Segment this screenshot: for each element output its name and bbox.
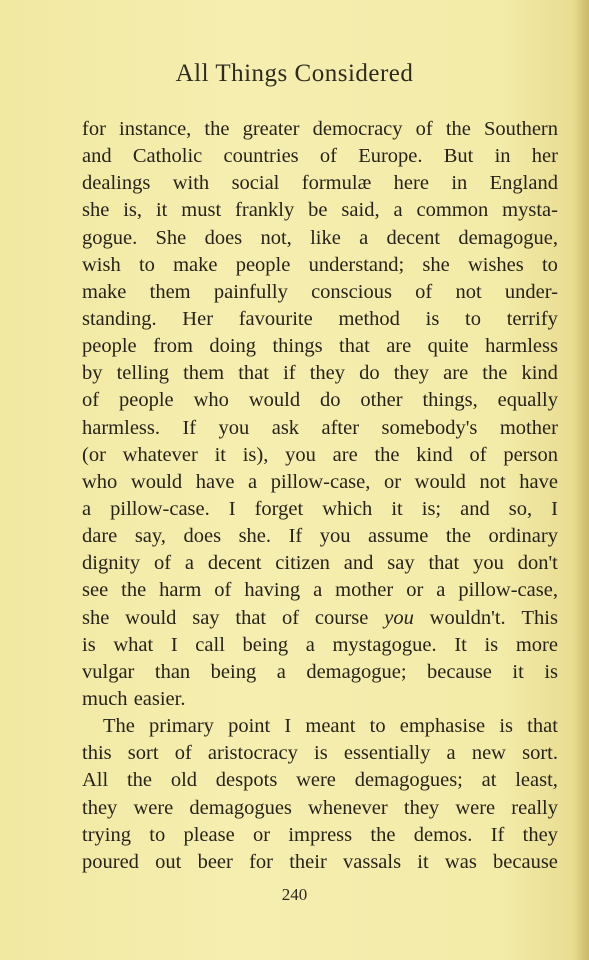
word: person <box>503 443 558 466</box>
word: would <box>130 470 183 493</box>
word: to <box>541 253 558 276</box>
word: that <box>339 335 370 358</box>
word: she <box>422 253 450 276</box>
word: do <box>319 389 341 412</box>
word: is; <box>421 497 442 520</box>
word: were <box>133 796 174 819</box>
word: the <box>482 362 508 385</box>
word: make <box>173 253 218 276</box>
text-line <box>82 822 558 849</box>
word: a <box>248 470 258 493</box>
word: demagogues <box>189 796 292 819</box>
word: who <box>193 389 229 412</box>
word: to <box>465 307 481 330</box>
word: it <box>417 850 429 873</box>
word: do <box>359 362 380 385</box>
word: that <box>428 552 460 575</box>
word: assume <box>368 525 429 548</box>
word: emphasise <box>399 715 486 738</box>
word: is, <box>123 199 143 222</box>
word: the <box>121 579 147 602</box>
word: wishes <box>467 253 524 276</box>
text-line <box>82 279 558 306</box>
word: social <box>231 172 280 195</box>
word: you <box>218 416 250 439</box>
word: would <box>414 470 466 493</box>
word: than <box>154 660 191 683</box>
word: despots <box>215 769 278 792</box>
word: be <box>308 199 328 222</box>
word: does <box>204 226 243 249</box>
word: because <box>493 850 558 873</box>
word: a <box>276 660 286 683</box>
word: decent <box>207 552 262 575</box>
word: things, <box>422 389 478 412</box>
word: a <box>446 742 456 765</box>
word: dignity <box>82 552 141 575</box>
word: the <box>204 118 230 140</box>
word: a <box>359 226 369 249</box>
text-line <box>82 550 558 577</box>
word: She <box>155 226 187 249</box>
word: of <box>415 280 433 303</box>
word: Europe. <box>358 145 423 168</box>
word: don't <box>517 552 558 575</box>
text-line <box>82 387 558 414</box>
word: she. <box>238 525 272 548</box>
word: to <box>369 715 386 738</box>
word: what <box>113 633 154 656</box>
word: old <box>170 769 198 792</box>
word: greater <box>242 118 300 140</box>
word: I <box>284 715 292 738</box>
word: being <box>210 660 257 683</box>
word: have <box>195 470 235 493</box>
word: she <box>82 606 110 629</box>
word: frankly <box>235 199 295 222</box>
word: is <box>314 742 328 765</box>
word: mother <box>335 579 394 602</box>
word: painfully <box>213 280 288 303</box>
word: essentially <box>343 742 431 765</box>
word: having <box>244 579 301 602</box>
word: they <box>403 796 440 819</box>
page-edge-shadow <box>575 0 589 960</box>
word: I <box>228 497 236 520</box>
word: them <box>183 362 225 385</box>
word: ordinary <box>488 525 558 548</box>
text-line <box>82 740 558 767</box>
text-line <box>82 170 558 197</box>
word: harmless. <box>82 416 160 439</box>
word: The <box>103 715 135 738</box>
word: of <box>82 389 100 412</box>
word: aristocracy <box>207 742 298 765</box>
word: would <box>125 606 177 629</box>
word: conscious <box>311 280 392 303</box>
word: doing <box>209 335 257 358</box>
word: or <box>253 823 271 846</box>
word: a <box>393 199 403 222</box>
word: in <box>494 145 511 168</box>
word: wish <box>82 253 121 276</box>
word: at <box>481 769 497 792</box>
word: were <box>455 796 496 819</box>
word: a <box>305 633 315 656</box>
word: I <box>170 633 178 656</box>
text-line <box>82 197 558 224</box>
word: impress <box>288 823 353 846</box>
word: they <box>82 796 118 819</box>
word: and <box>460 497 490 520</box>
word: demagogue, <box>458 226 558 249</box>
word: are <box>443 362 469 385</box>
word: not <box>455 280 482 303</box>
word: beer <box>197 850 233 873</box>
word: they <box>393 362 430 385</box>
word: England <box>489 172 558 195</box>
word: equally <box>497 389 558 412</box>
word: say <box>387 552 415 575</box>
word: it <box>391 497 403 520</box>
word: understand; <box>308 253 405 276</box>
word: by <box>82 362 103 385</box>
word: not <box>479 470 506 493</box>
word: a <box>313 579 323 602</box>
word: they <box>309 362 346 385</box>
word: after <box>321 416 360 439</box>
word: you <box>319 525 351 548</box>
word: All <box>82 769 109 792</box>
word: trying <box>82 823 131 846</box>
word: least, <box>515 769 558 792</box>
word: of <box>415 118 433 140</box>
word: would <box>248 389 301 412</box>
word: Catholic <box>132 145 203 168</box>
running-head: All Things Considered <box>175 60 414 87</box>
word: who <box>82 470 118 493</box>
word: it <box>512 660 524 683</box>
word: she <box>82 199 110 222</box>
word: for <box>249 850 273 873</box>
word: is <box>425 307 440 330</box>
word: so, <box>508 497 533 520</box>
word: primary <box>149 715 214 738</box>
word: formulæ <box>301 172 372 195</box>
word: If <box>490 823 505 846</box>
word: harm <box>159 579 202 602</box>
text-line <box>82 795 558 822</box>
word: was <box>444 850 477 873</box>
word: does <box>183 525 222 548</box>
word: being <box>242 633 289 656</box>
word: in <box>451 172 468 195</box>
word: citizen <box>275 552 330 575</box>
text-line <box>82 469 558 496</box>
text-line <box>82 116 558 143</box>
word: other <box>360 389 403 412</box>
page-number: 240 <box>281 885 308 904</box>
word: not, <box>260 226 292 249</box>
word: gogue. <box>82 226 138 249</box>
text-line <box>82 659 558 686</box>
word: you <box>473 552 504 575</box>
word: demos. <box>413 823 473 846</box>
word: really <box>511 796 558 819</box>
word: much <box>82 687 128 710</box>
word: you <box>384 606 414 629</box>
word: This <box>521 606 558 629</box>
text-line <box>82 767 558 794</box>
text-line <box>82 306 558 333</box>
word: of <box>281 606 300 629</box>
word: easier. <box>133 687 186 710</box>
word: please <box>183 823 235 846</box>
word: mystagogue. <box>332 633 437 656</box>
word: the <box>445 118 471 140</box>
word: that <box>235 606 267 629</box>
word: were <box>296 769 336 792</box>
word: them <box>149 280 191 303</box>
word: things <box>272 335 323 358</box>
text-line <box>82 523 558 550</box>
word: a <box>82 497 92 520</box>
word: out <box>155 850 182 873</box>
word: is <box>499 715 513 738</box>
word: point <box>228 715 271 738</box>
word: mother <box>499 416 558 439</box>
word: of <box>174 742 192 765</box>
text-line <box>82 632 558 659</box>
word: have <box>519 470 558 493</box>
word: mysta- <box>502 199 558 222</box>
word: which <box>322 497 373 520</box>
word: course <box>314 606 369 629</box>
word: or <box>406 579 424 602</box>
word: is <box>82 633 96 656</box>
text-line <box>82 849 558 876</box>
word: more <box>515 633 558 656</box>
word: if <box>283 362 296 385</box>
word: whenever <box>308 796 388 819</box>
word: telling <box>116 362 169 385</box>
word: new <box>471 742 506 765</box>
word: sort. <box>522 742 558 765</box>
word: they <box>522 823 558 846</box>
word: quite <box>427 335 469 358</box>
text-line <box>82 225 558 252</box>
word: dealings <box>82 172 151 195</box>
word: is), <box>242 443 269 466</box>
word: demagogue; <box>306 660 407 683</box>
word: the <box>445 525 471 548</box>
word: pillow-case, <box>458 579 558 602</box>
word: method <box>338 307 400 330</box>
word: to <box>149 823 166 846</box>
word: forget <box>254 497 304 520</box>
word: dare <box>82 525 118 548</box>
word: must <box>181 199 222 222</box>
word: a <box>436 579 446 602</box>
word: standing. <box>82 307 157 330</box>
word: poured <box>82 850 139 873</box>
word: demagogues; <box>354 769 463 792</box>
word: with <box>172 172 210 195</box>
word: vulgar <box>82 660 135 683</box>
word: meant <box>305 715 356 738</box>
word: for <box>82 118 106 140</box>
word: people <box>235 253 291 276</box>
word: people <box>82 335 137 358</box>
word: decent <box>386 226 441 249</box>
word: their <box>289 850 327 873</box>
word: Her <box>182 307 214 330</box>
word: that <box>238 362 269 385</box>
word: it <box>214 443 226 466</box>
word: said, <box>341 199 380 222</box>
word: wouldn't. <box>429 606 506 629</box>
word: If <box>288 525 303 548</box>
word: pillow-case, <box>270 470 371 493</box>
word: call <box>195 633 225 656</box>
word: and <box>343 552 374 575</box>
word: see <box>82 579 109 602</box>
word: I <box>551 497 558 520</box>
word: to <box>138 253 155 276</box>
word: of <box>153 552 172 575</box>
text-line <box>82 496 558 523</box>
word: are <box>386 335 412 358</box>
word: of <box>319 145 337 168</box>
word: you <box>285 443 316 466</box>
word: kind <box>521 362 558 385</box>
word: favourite <box>238 307 313 330</box>
word: is <box>544 660 558 683</box>
word: the <box>126 769 153 792</box>
word: kind <box>416 443 453 466</box>
text-line <box>82 713 558 740</box>
word: is <box>484 633 499 656</box>
text-line <box>82 415 558 442</box>
word: whatever <box>122 443 198 466</box>
text-line <box>82 360 558 387</box>
word: common <box>416 199 489 222</box>
word: like <box>310 226 341 249</box>
word: say <box>192 606 220 629</box>
word: the <box>370 823 396 846</box>
word: of <box>214 579 232 602</box>
text-line <box>82 605 558 632</box>
text-line <box>82 252 558 279</box>
word: from <box>153 335 193 358</box>
text-line <box>82 577 558 604</box>
word: make <box>82 280 127 303</box>
word: say, <box>134 525 166 548</box>
word: because <box>427 660 492 683</box>
word: this <box>82 742 112 765</box>
word: vassals <box>343 850 402 873</box>
word: her <box>531 145 558 168</box>
word: democracy <box>312 118 403 140</box>
body-text <box>82 116 558 876</box>
word: pillow-case. <box>110 497 210 520</box>
word: It <box>454 633 467 656</box>
text-line <box>82 143 558 170</box>
word: terrify <box>506 307 558 330</box>
word: ask <box>271 416 300 439</box>
text-line <box>82 686 558 713</box>
word: under- <box>504 280 558 303</box>
word: harmless <box>485 335 558 358</box>
word: are <box>332 443 358 466</box>
word: sort <box>127 742 159 765</box>
word: Southern <box>483 118 558 140</box>
word: (or <box>82 443 106 466</box>
word: here <box>393 172 429 195</box>
word: somebody's <box>381 416 478 439</box>
text-line <box>82 333 558 360</box>
text-line <box>82 442 558 469</box>
word: it <box>155 199 168 222</box>
word: people <box>119 389 174 412</box>
word: and <box>82 145 112 168</box>
word: of <box>469 443 487 466</box>
word: a <box>184 552 195 575</box>
word: instance, <box>119 118 192 140</box>
word: countries <box>223 145 299 168</box>
word: If <box>182 416 197 439</box>
word: the <box>374 443 400 466</box>
word: or <box>383 470 402 493</box>
word: But <box>443 145 474 168</box>
word: that <box>527 715 558 738</box>
